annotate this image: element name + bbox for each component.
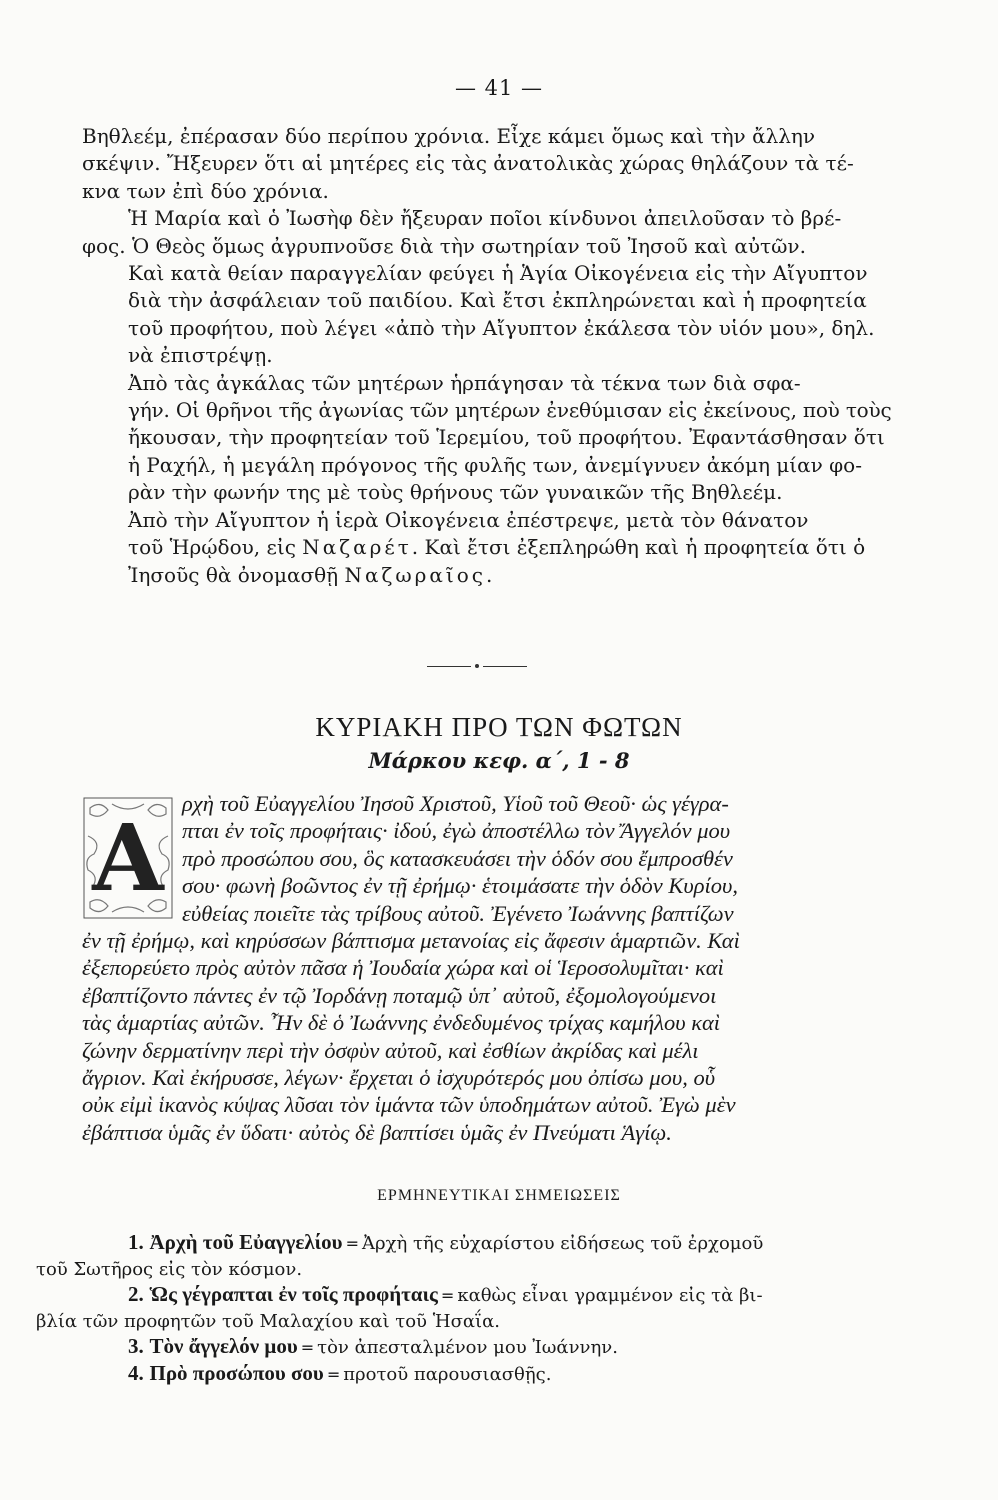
text-line: οὐκ εἰμὶ ἱκανὸς κύψας λῦσαι τὸν ἱμάντα τῶν ὑποδημάτων αὐτοῦ. Ἐγὼ μὲν [82,1092,736,1118]
text-line: ἐξεπορεύετο πρὸς αὐτὸν πᾶσα ἡ Ἰουδαία χώρα καὶ οἱ Ἱεροσολυμῖται· καὶ [82,955,724,981]
text-line: ἐβάπτισα ὑμᾶς ἐν ὕδατι· αὐτὸς δὲ βαπτίσει ὑμᾶς ἐν Πνεύματι Ἁγίῳ. [82,1119,672,1145]
gospel-reading [82,790,892,1146]
text-line: Βηθλεέμ, ἐπέρασαν δύο περίπου χρόνια. Εἶχε κάμει ὅμως καὶ τὴν ἄλλην [82,124,816,148]
page-number: — 41 — [454,76,544,100]
text-line [82,1334,892,1361]
notes-title: ΕΡΜΗΝΕΥΤΙΚΑΙ ΣΗΜΕΙΩΣΕΙΣ [377,1187,621,1204]
text-segment: Ἰησοῦς θὰ ὀνομασθῇ [128,562,345,587]
text-line: διὰ τὴν ἀσφάλειαν τοῦ παιδίου. Καὶ ἔτσι ἐκπληρώνεται καὶ ἡ προφητεία [128,288,867,313]
note-definition: τὸν ἀπεσταλμένον μου Ἰωάννην. [317,1337,618,1358]
equals-sign: = [440,1286,455,1305]
text-line: κνα των ἐπὶ δύο χρόνια. [82,178,329,203]
text-line: πται ἐν τοῖς προφήταις· ἰδού, ἐγὼ ἀποστέλλω τὸν Ἄγγελόν μου [182,818,731,844]
text-line: νὰ ἐπιστρέψῃ. [128,343,273,368]
text-line: πρὸ προσώπου σου, ὃς κατασκευάσει τὴν ὁδόν σου ἔμπροσθέν [182,845,733,871]
section-subtitle: Μάρκου κεφ. α΄, 1 - 8 [368,748,630,773]
text-line: γήν. Οἱ θρῆνοι τῆς ἀγωνίας τῶν μητέρων ἐνεθύμισαν εἰς ἐκείνους, ποὺ τοὺς [128,398,892,423]
text-line: ἤκουσαν, τὴν προφητείαν τοῦ Ἱερεμίου, τοῦ προφήτου. Ἐφαντάσθησαν ὅτι [128,425,885,450]
paragraph [82,370,892,507]
paragraph [82,507,892,589]
paragraph [82,123,892,205]
note-definition: Ἀρχὴ τῆς εὐχαρίστου εἰδήσεως τοῦ ἐρχομοῦ [361,1233,764,1254]
text-line: Καὶ κατὰ θείαν παραγγελίαν φεύγει ἡ Ἁγία Οἰκογένεια εἰς τὴν Αἴγυπτον [128,261,868,286]
section-title: ΚΥΡΙΑΚΗ ΠΡΟ ΤΩΝ ΦΩΤΩΝ [315,712,683,742]
note-item [36,1282,892,1334]
note-number: 3. [128,1334,144,1358]
note-number: 2. [128,1282,144,1306]
text-segment: τοῦ Ἡρῴδου, εἰς [128,535,303,560]
text-line: ἐβαπτίζοντο πάντες ἐν τῷ Ἰορδάνῃ ποταμῷ ὑπ᾿ αὐτοῦ, ἐξομολογούμενοι [82,982,717,1008]
spaced-name: Ναζωραῖος [344,562,487,587]
text-line [82,1282,892,1309]
note-item [82,1334,892,1361]
note-definition: προτοῦ παρουσιασθῇς. [343,1363,552,1385]
text-line: τοῦ Σωτῆρος εἰς τὸν κόσμον. [36,1258,303,1280]
equals-sign: = [326,1364,341,1384]
section-divider [427,666,527,667]
text-line [82,1230,892,1257]
text-line: τοῦ προφήτου, ποὺ λέγει «ἀπὸ τὴν Αἴγυπτον ἐκάλεσα τὸν υἱόν μου», δηλ. [128,315,875,340]
text-line: ἄγριον. Καὶ ἐκήρυσσε, λέγων· ἔρχεται ὁ ἰσχυρότερός μου ὀπίσω μου, οὗ [82,1065,716,1091]
text-line: τὰς ἁμαρτίας αὐτῶν. Ἦν δὲ ὁ Ἰωάννης ἐνδεδυμένος τρίχας καμήλου καὶ [82,1010,721,1036]
note-number: 1. [128,1230,144,1254]
text-line: Ἡ Μαρία καὶ ὁ Ἰωσὴφ δὲν ἤξευραν ποῖοι κίνδυνοι ἀπειλοῦσαν τὸ βρέ- [128,206,842,231]
note-item [36,1230,892,1282]
intro-text [82,123,892,589]
text-line: Ἀπὸ τὰς ἀγκάλας τῶν μητέρων ἡρπάγησαν τὰ τέκνα των διὰ σφα- [128,370,801,395]
text-line: ρὰν τὴν φωνήν της μὲ τοὺς θρήνους τῶν γυναικῶν τῆς Βηθλεέμ. [128,480,783,505]
spaced-place-name: Ναζαρέτ [302,535,412,560]
text-line [82,1361,892,1388]
explanatory-notes [36,1230,892,1387]
note-term: Πρὸ προσώπου σου [149,1360,324,1385]
text-segment: . Καὶ ἔτσι ἐξεπληρώθη καὶ ἡ προφητεία ὅτι ὁ [411,535,866,560]
note-term: Ἀρχὴ τοῦ Εὐαγγελίου [149,1230,343,1254]
note-term: Ὡς γέγραπται ἐν τοῖς προφήταις [149,1282,438,1306]
text-line: ζώνην δερματίνην περὶ τὴν ὀσφὺν αὐτοῦ, καὶ ἐσθίων ἀκρίδας καὶ μέλι [82,1037,699,1063]
text-line [82,534,892,561]
text-line [82,562,892,589]
note-definition: καθὼς εἶναι γραμμένον εἰς τὰ βι- [457,1285,763,1306]
text-line: ἡ Ραχήλ, ἡ μεγάλη πρόγονος τῆς φυλῆς των, ἀνεμίγνυεν ἀκόμη μίαν φο- [128,452,862,477]
note-number: 4. [128,1360,144,1385]
equals-sign: = [300,1338,315,1357]
text-line: Ἀπὸ τὴν Αἴγυπτον ἡ ἱερὰ Οἰκογένεια ἐπέστρεψε, μετὰ τὸν θάνατον [128,507,809,532]
text-line: εὐθείας ποιεῖτε τὰς τρίβους αὐτοῦ. Ἐγένετο Ἰωάννης βαπτίζων [182,900,734,926]
note-term: Τὸν ἄγγελόν μου [149,1334,298,1358]
equals-sign: = [345,1234,359,1253]
text-segment: . [486,562,493,587]
text-line: βλία τῶν προφητῶν τοῦ Μαλαχίου καὶ τοῦ Ἡσαΐα. [36,1310,500,1332]
text-line: ἐν τῇ ἐρήμῳ, καὶ κηρύσσων βάπτισμα μετανοίας εἰς ἄφεσιν ἁμαρτιῶν. Καὶ [82,928,740,954]
drop-cap-letter: Α [92,804,164,912]
text-line: σκέψιν. Ἤξευρεν ὅτι αἱ μητέρες εἰς τὰς ἀνατολικὰς χώρας θηλάζουν τὰ τέ- [82,151,854,176]
note-item [82,1361,892,1388]
paragraph [82,205,892,369]
text-line: σου· φωνὴ βοῶντος ἐν τῇ ἐρήμῳ· ἑτοιμάσατε τὴν ὁδὸν Κυρίου, [182,873,738,899]
text-line: ρχὴ τοῦ Εὐαγγελίου Ἰησοῦ Χριστοῦ, Υἱοῦ τοῦ Θεοῦ· ὡς γέγρα- [182,791,729,816]
text-line: φος. Ὁ Θεὸς ὅμως ἀγρυπνοῦσε διὰ τὴν σωτηρίαν τοῦ Ἰησοῦ καὶ αὐτῶν. [82,233,806,258]
